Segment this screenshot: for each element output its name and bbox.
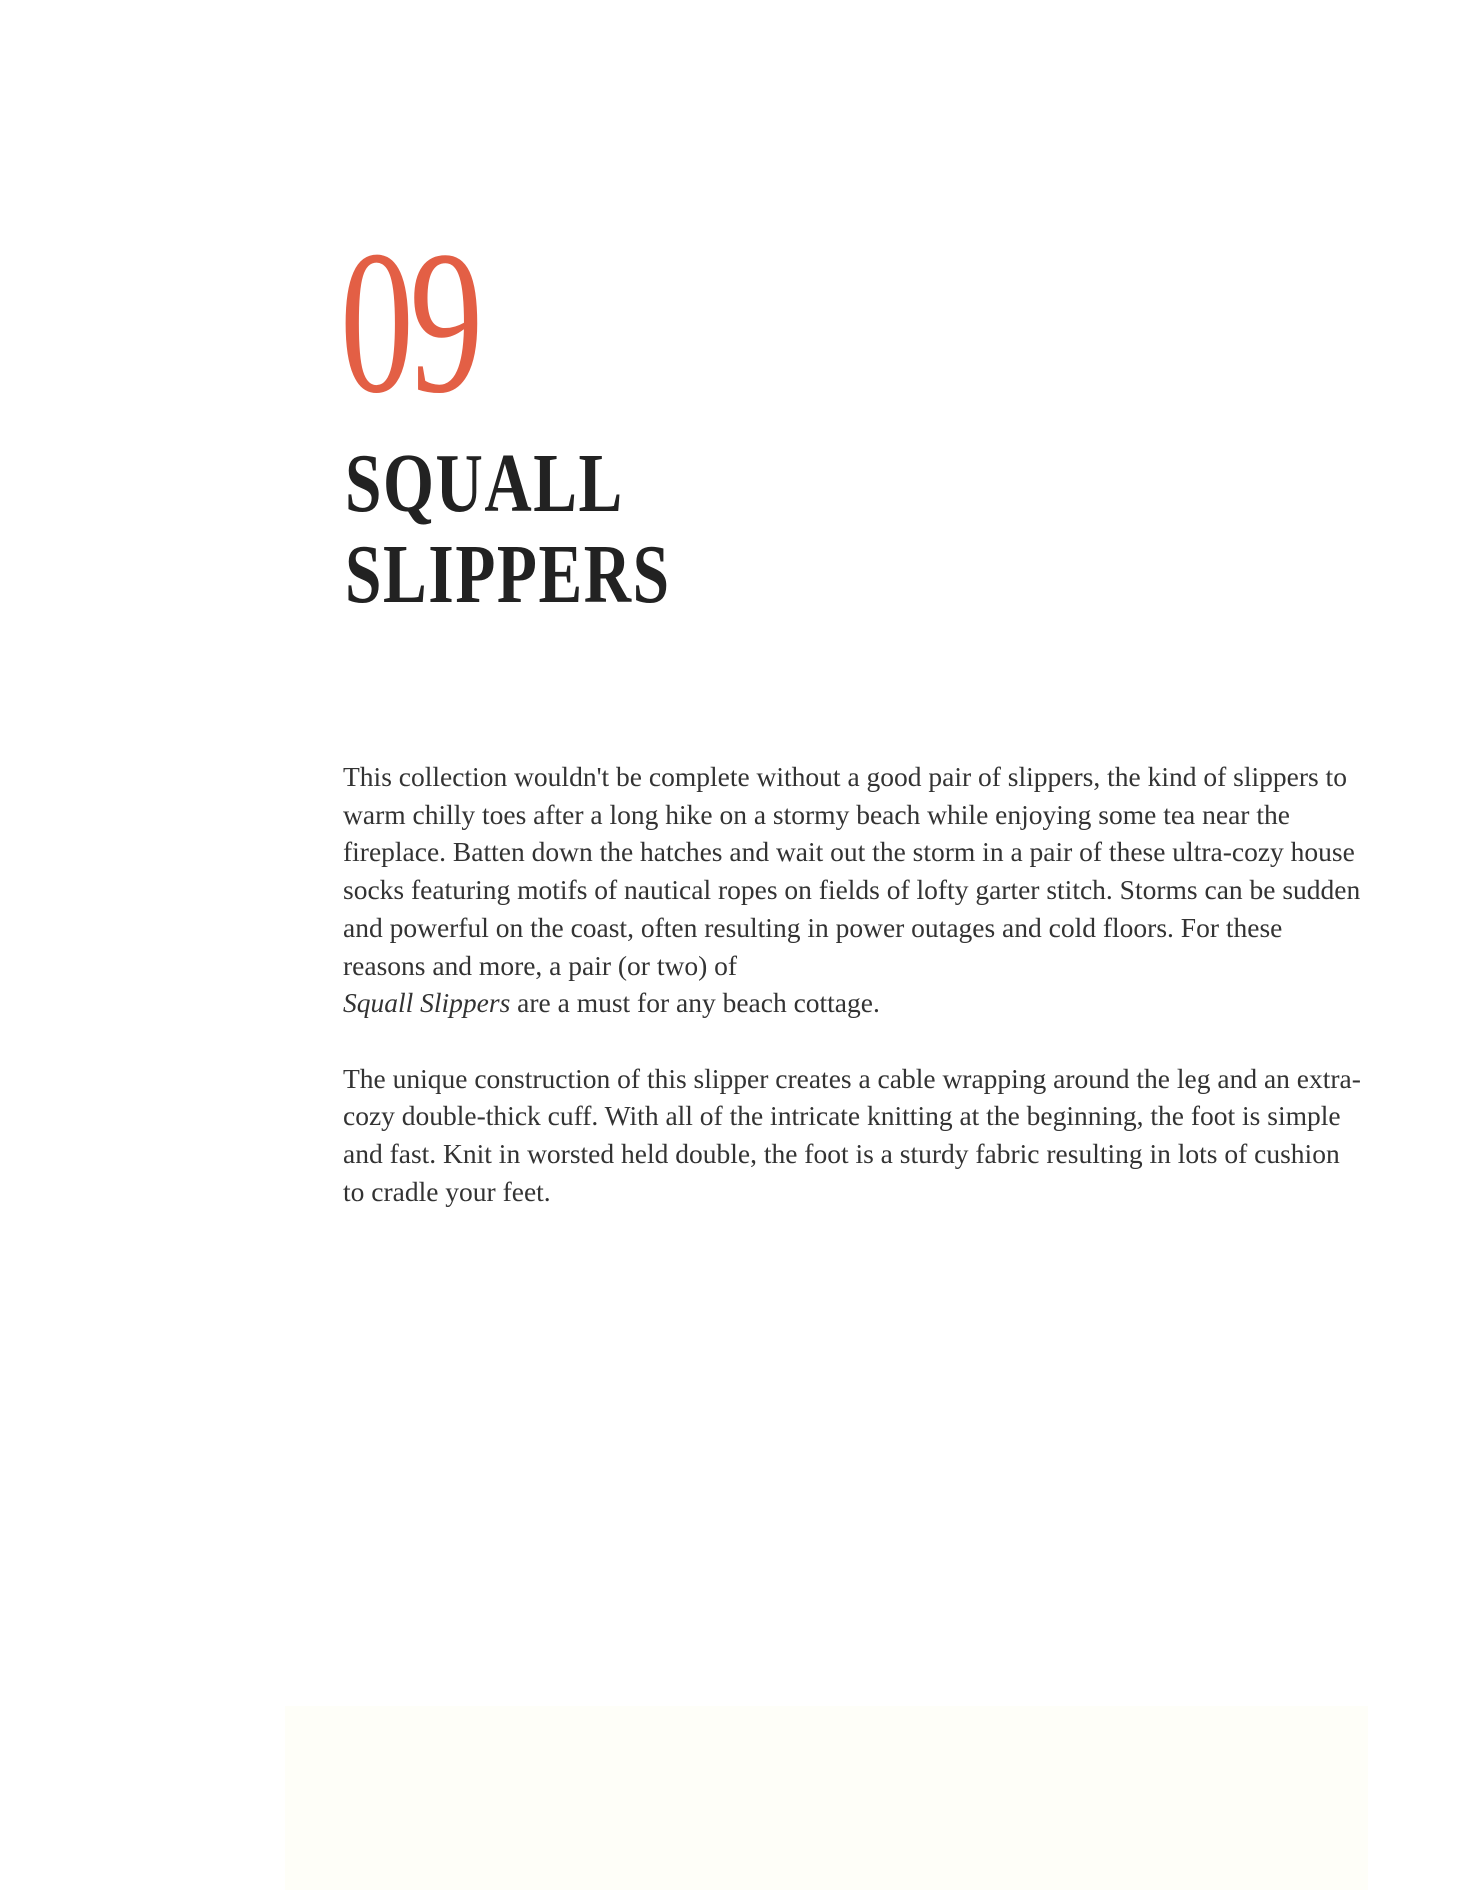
chapter-title-line-1: SQUALL	[345, 437, 624, 530]
intro-paragraph-1	[343, 758, 1363, 1022]
bottom-panel	[285, 1706, 1368, 1890]
intro-paragraph-2: The unique construction of this slipper creates a cable wrapping around the leg and an extra-cozy double-thick cuff. With all of the intricate knitting at the beginning, the foot is simple and fast. Knit in worsted held double, the foot is a sturdy fabric resulting in lots of cushion to cradle your feet.	[343, 1062, 1361, 1207]
intro-paragraph-1-end: are a must for any beach cottage.	[517, 987, 880, 1019]
chapter-title	[345, 438, 671, 620]
intro-paragraph-1-text: This collection wouldn't be complete without a good pair of slippers, the kind of slippers to warm chilly toes after a long hike on a stormy beach while enjoying some tea near the fireplace. Batten down the hatches and wait out the storm in a pair of these ultra-cozy house socks featuring motifs of nautical ropes on fields of lofty garter stitch. Storms can be sudden and powerful on the coast, often resulting in power outages and cold floors. For these reasons and more, a pair (or two) of	[343, 761, 1361, 981]
chapter-number: 09	[340, 209, 479, 436]
chapter-title-line-2: SLIPPERS	[345, 528, 671, 621]
intro-text	[343, 758, 1363, 1210]
pattern-name-italic: Squall Slippers	[343, 987, 511, 1019]
